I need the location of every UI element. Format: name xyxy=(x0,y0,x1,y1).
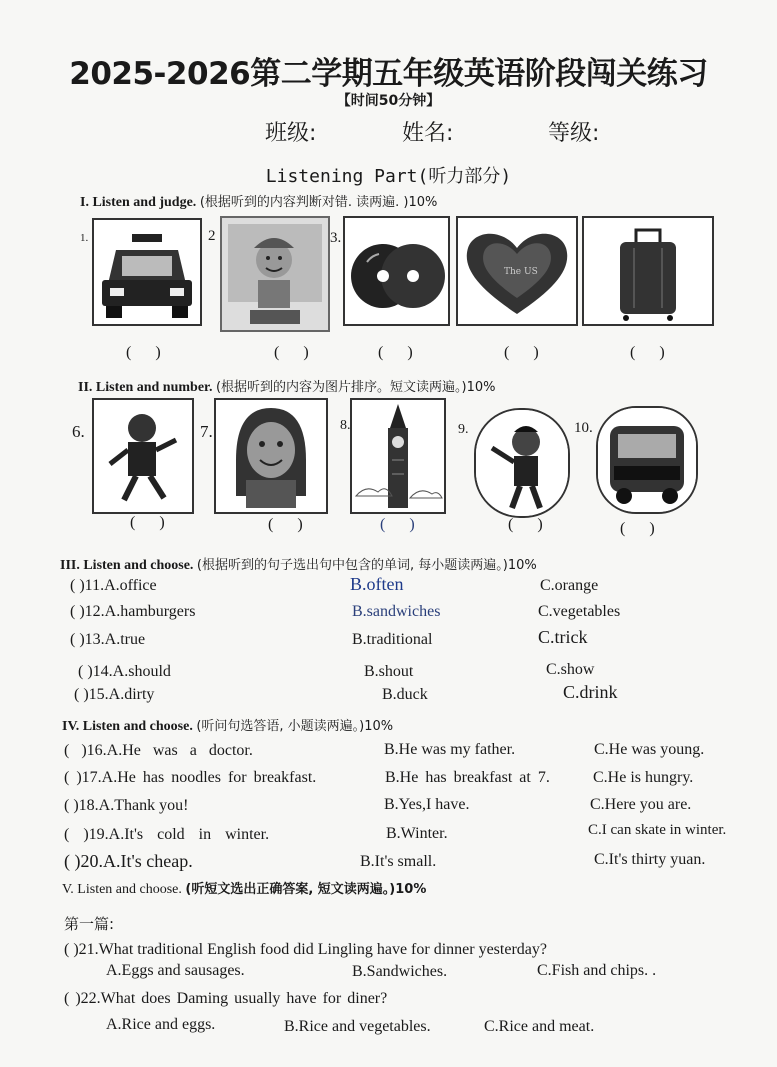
q14-option-b: B.shout xyxy=(364,663,414,680)
q18-option-b: B.Yes,I have. xyxy=(384,796,470,813)
q16-option-c: C.He was young. xyxy=(594,741,705,758)
smiling-woman-icon xyxy=(216,400,326,512)
q16-option-a: ( )16.A.He was a doctor. xyxy=(64,742,253,759)
q14-option-c: C.show xyxy=(546,661,595,678)
answer-blank-4[interactable]: ( ) xyxy=(504,344,549,361)
grade-label: 等级: xyxy=(548,121,600,146)
section5-heading: V. Listen and choose. (听短文选出正确答案, 短文读两遍。)10% xyxy=(62,882,427,897)
q15-option-c: C.drink xyxy=(563,682,618,702)
answer-blank-3[interactable]: ( ) xyxy=(378,344,423,361)
q11-option-a: ( )11.A.office xyxy=(70,577,157,594)
heart-box-icon xyxy=(458,218,576,324)
section4-heading: IV. Listen and choose. (听问句选答语, 小题读两遍。)10% xyxy=(62,719,394,734)
item-number-2: 2 xyxy=(208,228,216,244)
time-limit: 【时间50分钟】 xyxy=(336,93,441,109)
name-label: 姓名: xyxy=(402,121,454,146)
police-car-icon xyxy=(94,220,200,324)
q16-option-b: B.He was my father. xyxy=(384,741,516,758)
section2-heading: II. Listen and number. (根据听到的内容为图片排序。短文读两遍。)10% xyxy=(78,380,496,395)
girl-running-icon xyxy=(94,400,192,512)
q17-option-c: C.He is hungry. xyxy=(593,769,694,786)
big-ben-icon xyxy=(352,400,444,512)
q12-option-a: ( )12.A.hamburgers xyxy=(70,603,196,620)
bus-icon xyxy=(598,408,696,512)
smiling-woman-picture xyxy=(214,398,328,514)
q17-option-a: ( )17.A.He has noodles for breakfast. xyxy=(64,769,317,786)
q20-option-b: B.It's small. xyxy=(360,853,437,870)
boy-pointing-picture xyxy=(474,408,570,518)
q21-stem: ( )21.What traditional English food did Lingling have for dinner yesterday? xyxy=(64,941,547,958)
q20-option-a: ( )20.A.It's cheap. xyxy=(64,851,193,871)
answer-blank-2[interactable]: ( ) xyxy=(274,344,319,361)
answer-blank-10[interactable]: ( ) xyxy=(620,520,665,537)
q21-option-c: C.Fish and chips. . xyxy=(537,962,657,979)
q14-option-a: ( )14.A.should xyxy=(78,663,171,680)
q20-option-c: C.It's thirty yuan. xyxy=(594,851,706,868)
q15-option-b: B.duck xyxy=(382,686,428,703)
q13-option-a: ( )13.A.true xyxy=(70,631,146,648)
bus-picture xyxy=(596,406,698,514)
answer-blank-1[interactable]: ( ) xyxy=(126,344,171,361)
section3-heading: III. Listen and choose. (根据听到的句子选出句中包含的单词, 每小题读两遍。)10% xyxy=(60,558,537,573)
q19-option-c: C.I can skate in winter. xyxy=(588,822,727,838)
big-ben-picture xyxy=(350,398,446,514)
answer-blank-8[interactable]: ( ) xyxy=(380,516,425,533)
q18-option-a: ( )18.A.Thank you! xyxy=(64,797,189,814)
q18-option-c: C.Here you are. xyxy=(590,796,692,813)
item-number-9: 9. xyxy=(458,422,469,437)
page-title: 2025-2026第二学期五年级英语阶段闯关练习 xyxy=(69,56,708,92)
heart-box-picture xyxy=(456,216,578,326)
q12-option-c: C.vegetables xyxy=(538,603,621,620)
item-number-10: 10. xyxy=(574,420,593,436)
suitcase-picture xyxy=(582,216,714,326)
passage-label: 第一篇: xyxy=(64,915,115,933)
class-label: 班级: xyxy=(265,121,317,146)
q19-option-b: B.Winter. xyxy=(386,825,448,842)
listening-part-title: Listening Part(听力部分) xyxy=(265,166,512,187)
q21-option-b: B.Sandwiches. xyxy=(352,963,448,980)
q22-option-a: A.Rice and eggs. xyxy=(106,1016,216,1033)
section1-heading: I. Listen and judge. (根据听到的内容判断对错. 读两遍. )10% xyxy=(80,195,438,210)
q15-option-a: ( )15.A.dirty xyxy=(74,686,155,703)
q17-option-b: B.He has breakfast at 7. xyxy=(385,769,550,786)
item-number-8: 8. xyxy=(340,418,351,433)
q22-option-b: B.Rice and vegetables. xyxy=(284,1018,431,1035)
svg-text:The US: The US xyxy=(504,267,538,277)
item-number-6: 6. xyxy=(72,422,85,441)
q11-option-c: C.orange xyxy=(540,577,599,594)
q22-option-c: C.Rice and meat. xyxy=(484,1018,595,1035)
q13-option-c: C.trick xyxy=(538,627,588,647)
q11-option-b: B.often xyxy=(350,574,404,594)
girl-running-picture xyxy=(92,398,194,514)
item-number-1: 1. xyxy=(80,232,89,244)
item-number-3: 3. xyxy=(330,230,342,246)
q12-option-b: B.sandwiches xyxy=(352,603,441,620)
boy-painting-icon xyxy=(222,218,328,330)
q19-option-a: ( )19.A.It's cold in winter. xyxy=(64,826,270,843)
answer-blank-6[interactable]: ( ) xyxy=(130,514,175,531)
q22-stem: ( )22.What does Daming usually have for diner? xyxy=(64,990,388,1007)
boy-pointing-icon xyxy=(476,410,568,516)
cds-icon xyxy=(345,218,448,324)
q21-option-a: A.Eggs and sausages. xyxy=(106,962,245,979)
police-car-picture xyxy=(92,218,202,326)
q13-option-b: B.traditional xyxy=(352,631,433,648)
boy-painting-picture xyxy=(220,216,330,332)
item-number-7: 7. xyxy=(200,422,213,441)
suitcase-icon xyxy=(584,218,712,324)
answer-blank-7[interactable]: ( ) xyxy=(268,516,313,533)
cds-picture xyxy=(343,216,450,326)
answer-blank-5[interactable]: ( ) xyxy=(630,344,675,361)
answer-blank-9[interactable]: ( ) xyxy=(508,516,553,533)
